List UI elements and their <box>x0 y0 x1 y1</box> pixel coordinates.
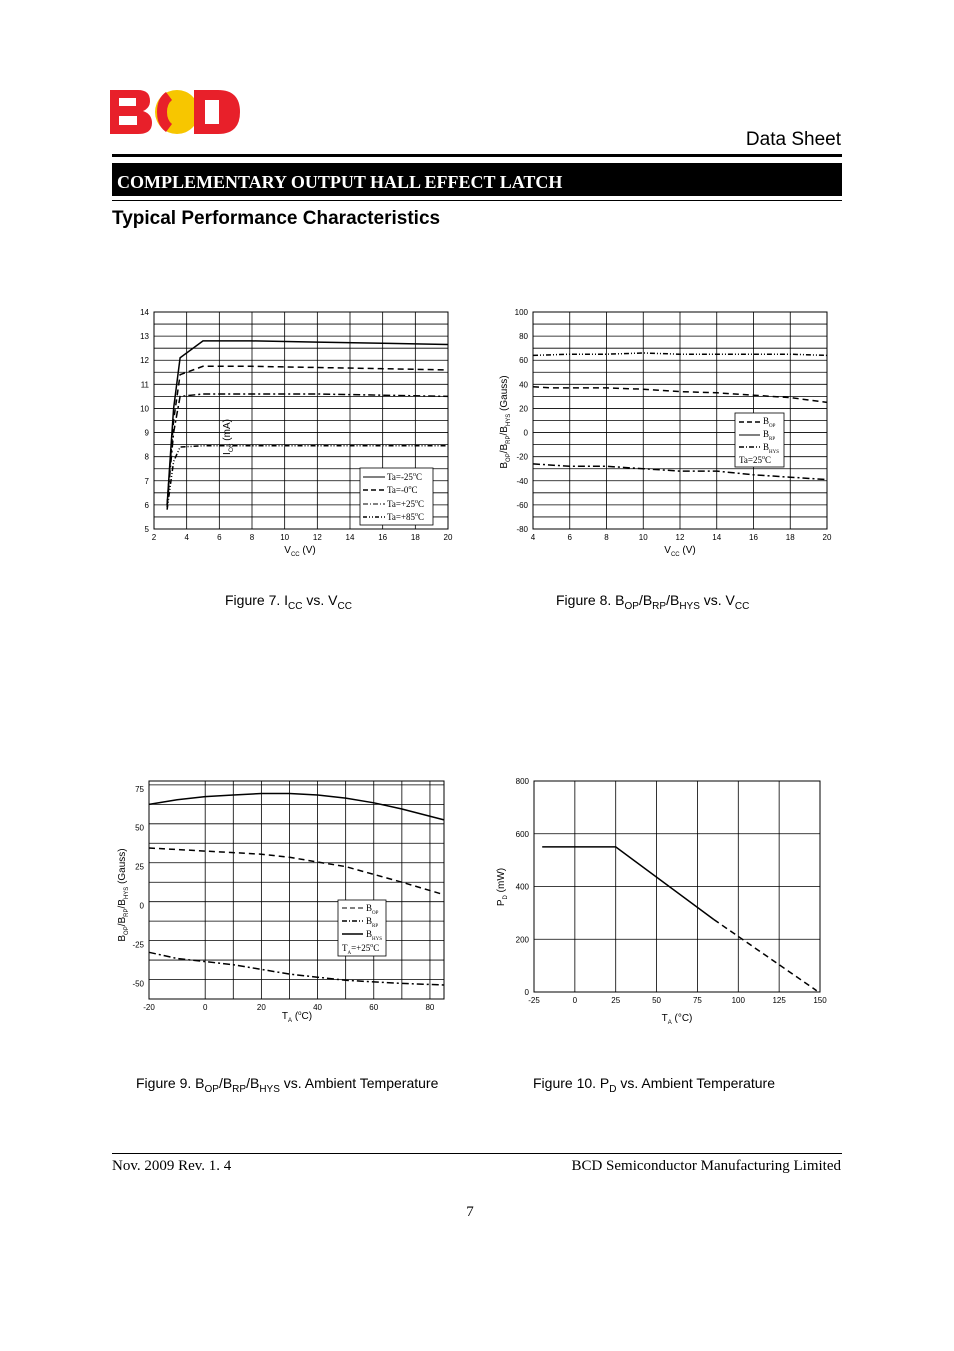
y-tick-label: 25 <box>135 862 144 872</box>
y-tick-label: 200 <box>515 935 529 945</box>
figure-8-caption: Figure 8. $B_{OP}/B_{RP}/B_{HYS}$ vs. $V_{CC}$ <box>556 592 750 612</box>
document-type: Data Sheet <box>745 129 841 150</box>
x-tick-label: 6 <box>567 533 572 542</box>
y-tick-label: 10 <box>140 404 149 414</box>
series-line <box>714 920 817 991</box>
legend-item-1: $Ta=-25^oC$ <box>387 472 422 482</box>
y-tick-label: -50 <box>132 979 144 989</box>
series-line <box>149 952 444 985</box>
bcd-logo <box>110 88 242 136</box>
y-tick-label: -60 <box>516 500 528 510</box>
y-tick-label: 12 <box>140 356 149 366</box>
x-axis-label: $V_{CC}$ (V) <box>284 545 316 558</box>
x-tick-label: 150 <box>813 996 827 1005</box>
footer-date-revision: Nov. 2009 Rev. 1. 4 <box>112 1158 232 1174</box>
x-tick-label: 8 <box>249 533 255 542</box>
y-tick-label: 8 <box>144 452 149 462</box>
x-tick-label: 100 <box>731 996 745 1005</box>
y-tick-label: 100 <box>514 308 528 317</box>
x-tick-label: -25 <box>528 996 540 1005</box>
x-tick-label: 12 <box>312 533 322 542</box>
figure-10-chart <box>490 770 840 1040</box>
legend-item-3: $Ta=+25^oC$ <box>387 499 425 509</box>
x-tick-label: 125 <box>772 996 786 1005</box>
y-tick-label: 400 <box>515 882 529 892</box>
x-tick-label: 10 <box>638 533 648 542</box>
x-tick-label: 0 <box>202 1003 208 1012</box>
x-tick-label: 18 <box>785 533 795 542</box>
legend <box>735 413 784 467</box>
y-tick-label: 13 <box>140 332 149 342</box>
part-number: AH276 <box>776 335 830 355</box>
x-tick-label: 60 <box>369 1003 379 1012</box>
y-axis-label: $P_D$ (mW) <box>496 867 509 907</box>
x-tick-label: 40 <box>313 1003 323 1012</box>
x-tick-label: 75 <box>692 996 702 1005</box>
y-tick-label: 800 <box>515 777 529 786</box>
y-tick-label: 20 <box>519 404 528 414</box>
legend-note: $T_A=+25^oC$ <box>342 943 380 956</box>
x-tick-label: 14 <box>712 533 722 542</box>
y-axis-label: $B_{OP}/B_{RP}/B_{HYS}$ (Gauss) <box>117 848 130 942</box>
y-tick-label: 11 <box>140 380 149 390</box>
y-tick-label: 9 <box>144 428 149 438</box>
legend <box>338 900 386 956</box>
figure-9-caption: Figure 9. $B_{OP}/B_{RP}/B_{HYS}$ vs. Ambient Temperature <box>136 1075 439 1095</box>
figure-10-caption: Figure 10. $P_D$ vs. Ambient Temperature <box>533 1075 775 1095</box>
title-underline <box>112 200 842 201</box>
y-tick-label: -80 <box>516 525 528 534</box>
x-tick-label: 16 <box>749 533 758 542</box>
x-tick-label: 0 <box>572 996 578 1005</box>
legend <box>360 468 433 525</box>
y-tick-label: 600 <box>515 829 529 839</box>
section-title: Typical Performance Characteristics <box>112 208 441 229</box>
y-tick-label: 0 <box>523 428 528 438</box>
legend-item-bhys: $B_{HYS}$ <box>763 442 780 455</box>
figure-7-chart <box>100 295 470 575</box>
y-tick-label: 0 <box>524 988 529 997</box>
y-tick-label: 5 <box>144 525 149 534</box>
y-tick-label: 75 <box>135 784 144 794</box>
footer-company: BCD Semiconductor Manufacturing Limited <box>571 1158 841 1174</box>
logo-letter-c <box>155 90 199 134</box>
x-tick-label: 80 <box>425 1003 435 1012</box>
y-tick-label: 0 <box>139 901 144 911</box>
x-tick-label: 20 <box>443 533 453 542</box>
legend-item-4: $Ta=+85^oC$ <box>387 512 425 522</box>
y-tick-label: 60 <box>519 356 528 366</box>
x-tick-label: 18 <box>410 533 420 542</box>
series-line <box>149 794 444 820</box>
x-tick-label: 20 <box>822 533 832 542</box>
x-tick-label: 14 <box>345 533 355 542</box>
y-tick-label: 7 <box>144 476 149 486</box>
legend-item-brp: $B_{RP}$ <box>763 429 776 442</box>
legend-item-bhys: $B_{HYS}$ <box>366 929 383 942</box>
page-number: 7 <box>466 1204 474 1220</box>
figure-8-chart <box>490 295 840 575</box>
y-tick-label: -40 <box>516 476 528 486</box>
x-axis-label: $T_A$ (°C) <box>661 1013 693 1026</box>
legend-item-bop: $B_{OP}$ <box>763 416 776 429</box>
x-tick-label: 2 <box>151 533 157 542</box>
y-tick-label: 6 <box>144 500 149 510</box>
x-tick-label: 50 <box>652 996 662 1005</box>
legend-item-2: $Ta=-0^oC$ <box>387 485 418 495</box>
footer-rule <box>112 1153 842 1154</box>
header-rule <box>112 154 842 157</box>
y-tick-label: 40 <box>519 380 528 390</box>
x-tick-label: 25 <box>611 996 621 1005</box>
x-tick-label: 6 <box>217 533 222 542</box>
series-line <box>149 848 444 895</box>
figure-7-caption: Figure 7. $I_{CC}$ vs. $V_{CC}$ <box>225 592 352 612</box>
y-axis-label: $B_{OP}/B_{RP}/B_{HYS}$ (Gauss) <box>499 375 512 469</box>
plot-frame <box>149 781 444 999</box>
document-title: COMPLEMENTARY OUTPUT HALL EFFECT LATCH <box>117 172 563 192</box>
y-tick-label: -25 <box>132 940 144 950</box>
y-tick-label: 14 <box>140 308 149 317</box>
x-tick-label: 20 <box>256 1003 266 1012</box>
legend-note: $Ta=25^oC$ <box>739 455 771 465</box>
x-axis-label: $V_{CC}$ (V) <box>664 545 696 558</box>
y-tick-label: 80 <box>519 332 528 342</box>
y-tick-label: -20 <box>516 452 528 462</box>
logo-letter-d <box>194 90 240 134</box>
x-tick-label: 12 <box>675 533 685 542</box>
x-tick-label: -20 <box>143 1003 155 1012</box>
legend-item-brp: $B_{RP}$ <box>366 916 379 929</box>
series-line <box>542 847 714 920</box>
legend-item-bop: $B_{OP}$ <box>366 903 379 916</box>
x-axis-label: $T_A$ ($^o$C) <box>281 1011 313 1024</box>
figure-9-chart <box>100 770 470 1040</box>
y-tick-label: 50 <box>135 823 144 833</box>
x-tick-label: 4 <box>530 533 536 542</box>
x-tick-label: 4 <box>184 533 189 542</box>
x-tick-label: 16 <box>378 533 388 542</box>
x-tick-label: 10 <box>280 533 290 542</box>
y-axis-label: $I_{CC}$ (mA) <box>222 419 235 455</box>
logo-letter-b <box>110 90 152 134</box>
x-tick-label: 8 <box>604 533 609 542</box>
